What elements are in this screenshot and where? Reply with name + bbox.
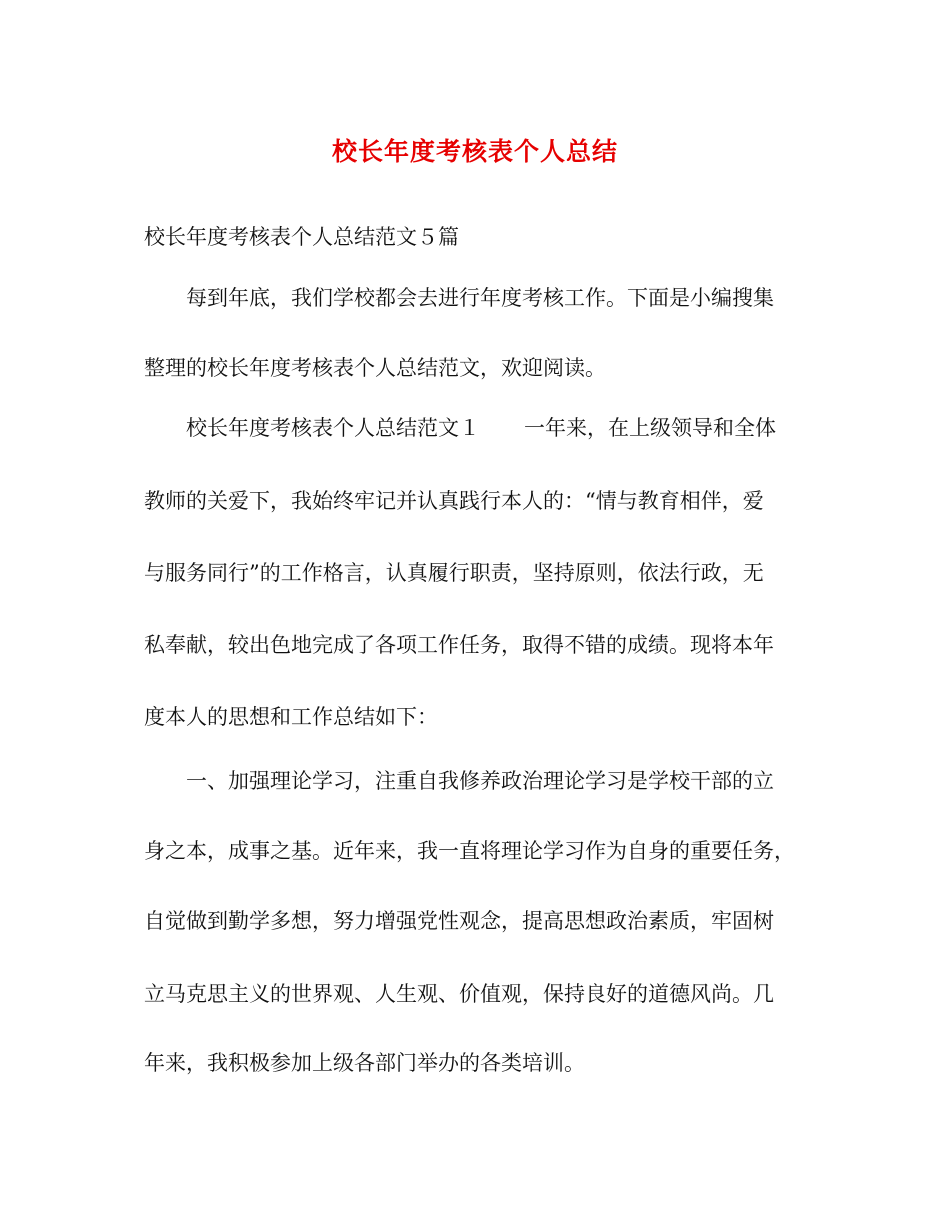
section-heading: 校长年度考核表个人总结范文１ — [186, 416, 480, 440]
section-body-line-3: 私奉献，较出色地完成了各项工作任务，取得不错的成绩。现将本年 — [144, 633, 774, 657]
point-one-line-1: 一、加强理论学习，注重自我修养政治理论学习是学校干部的立 — [186, 769, 774, 793]
section-body-line-4: 度本人的思想和工作总结如下： — [144, 705, 438, 729]
point-one-line-4: 立马克思主义的世界观、人生观、价值观，保持良好的道德风尚。几 — [144, 982, 774, 1006]
section-body-line-1: 教师的关爱下，我始终牢记并认真践行本人的：“情与教育相伴，爱 — [144, 489, 764, 513]
point-one-line-5: 年来，我积极参加上级各部门举办的各类培训。 — [144, 1051, 585, 1075]
point-one-line-2: 身之本，成事之基。近年来，我一直将理论学习作为自身的重要任务， — [144, 839, 795, 863]
intro-line-1: 每到年底，我们学校都会去进行年度考核工作。下面是小编搜集 — [186, 286, 774, 310]
intro-line-2: 整理的校长年度考核表个人总结范文，欢迎阅读。 — [144, 356, 606, 380]
section-body-line-2: 与服务同行”的工作格言，认真履行职责，坚持原则，依法行政，无 — [144, 561, 764, 585]
section-first-line-tail: 一年来，在上级领导和全体 — [524, 416, 776, 440]
document-subtitle: 校长年度考核表个人总结范文５篇 — [144, 225, 459, 249]
section-heading-line — [186, 413, 776, 443]
point-one-line-3: 自觉做到勤学多想，努力增强党性观念，提高思想政治素质，牢固树 — [144, 909, 774, 933]
document-title: 校长年度考核表个人总结 — [331, 137, 618, 166]
